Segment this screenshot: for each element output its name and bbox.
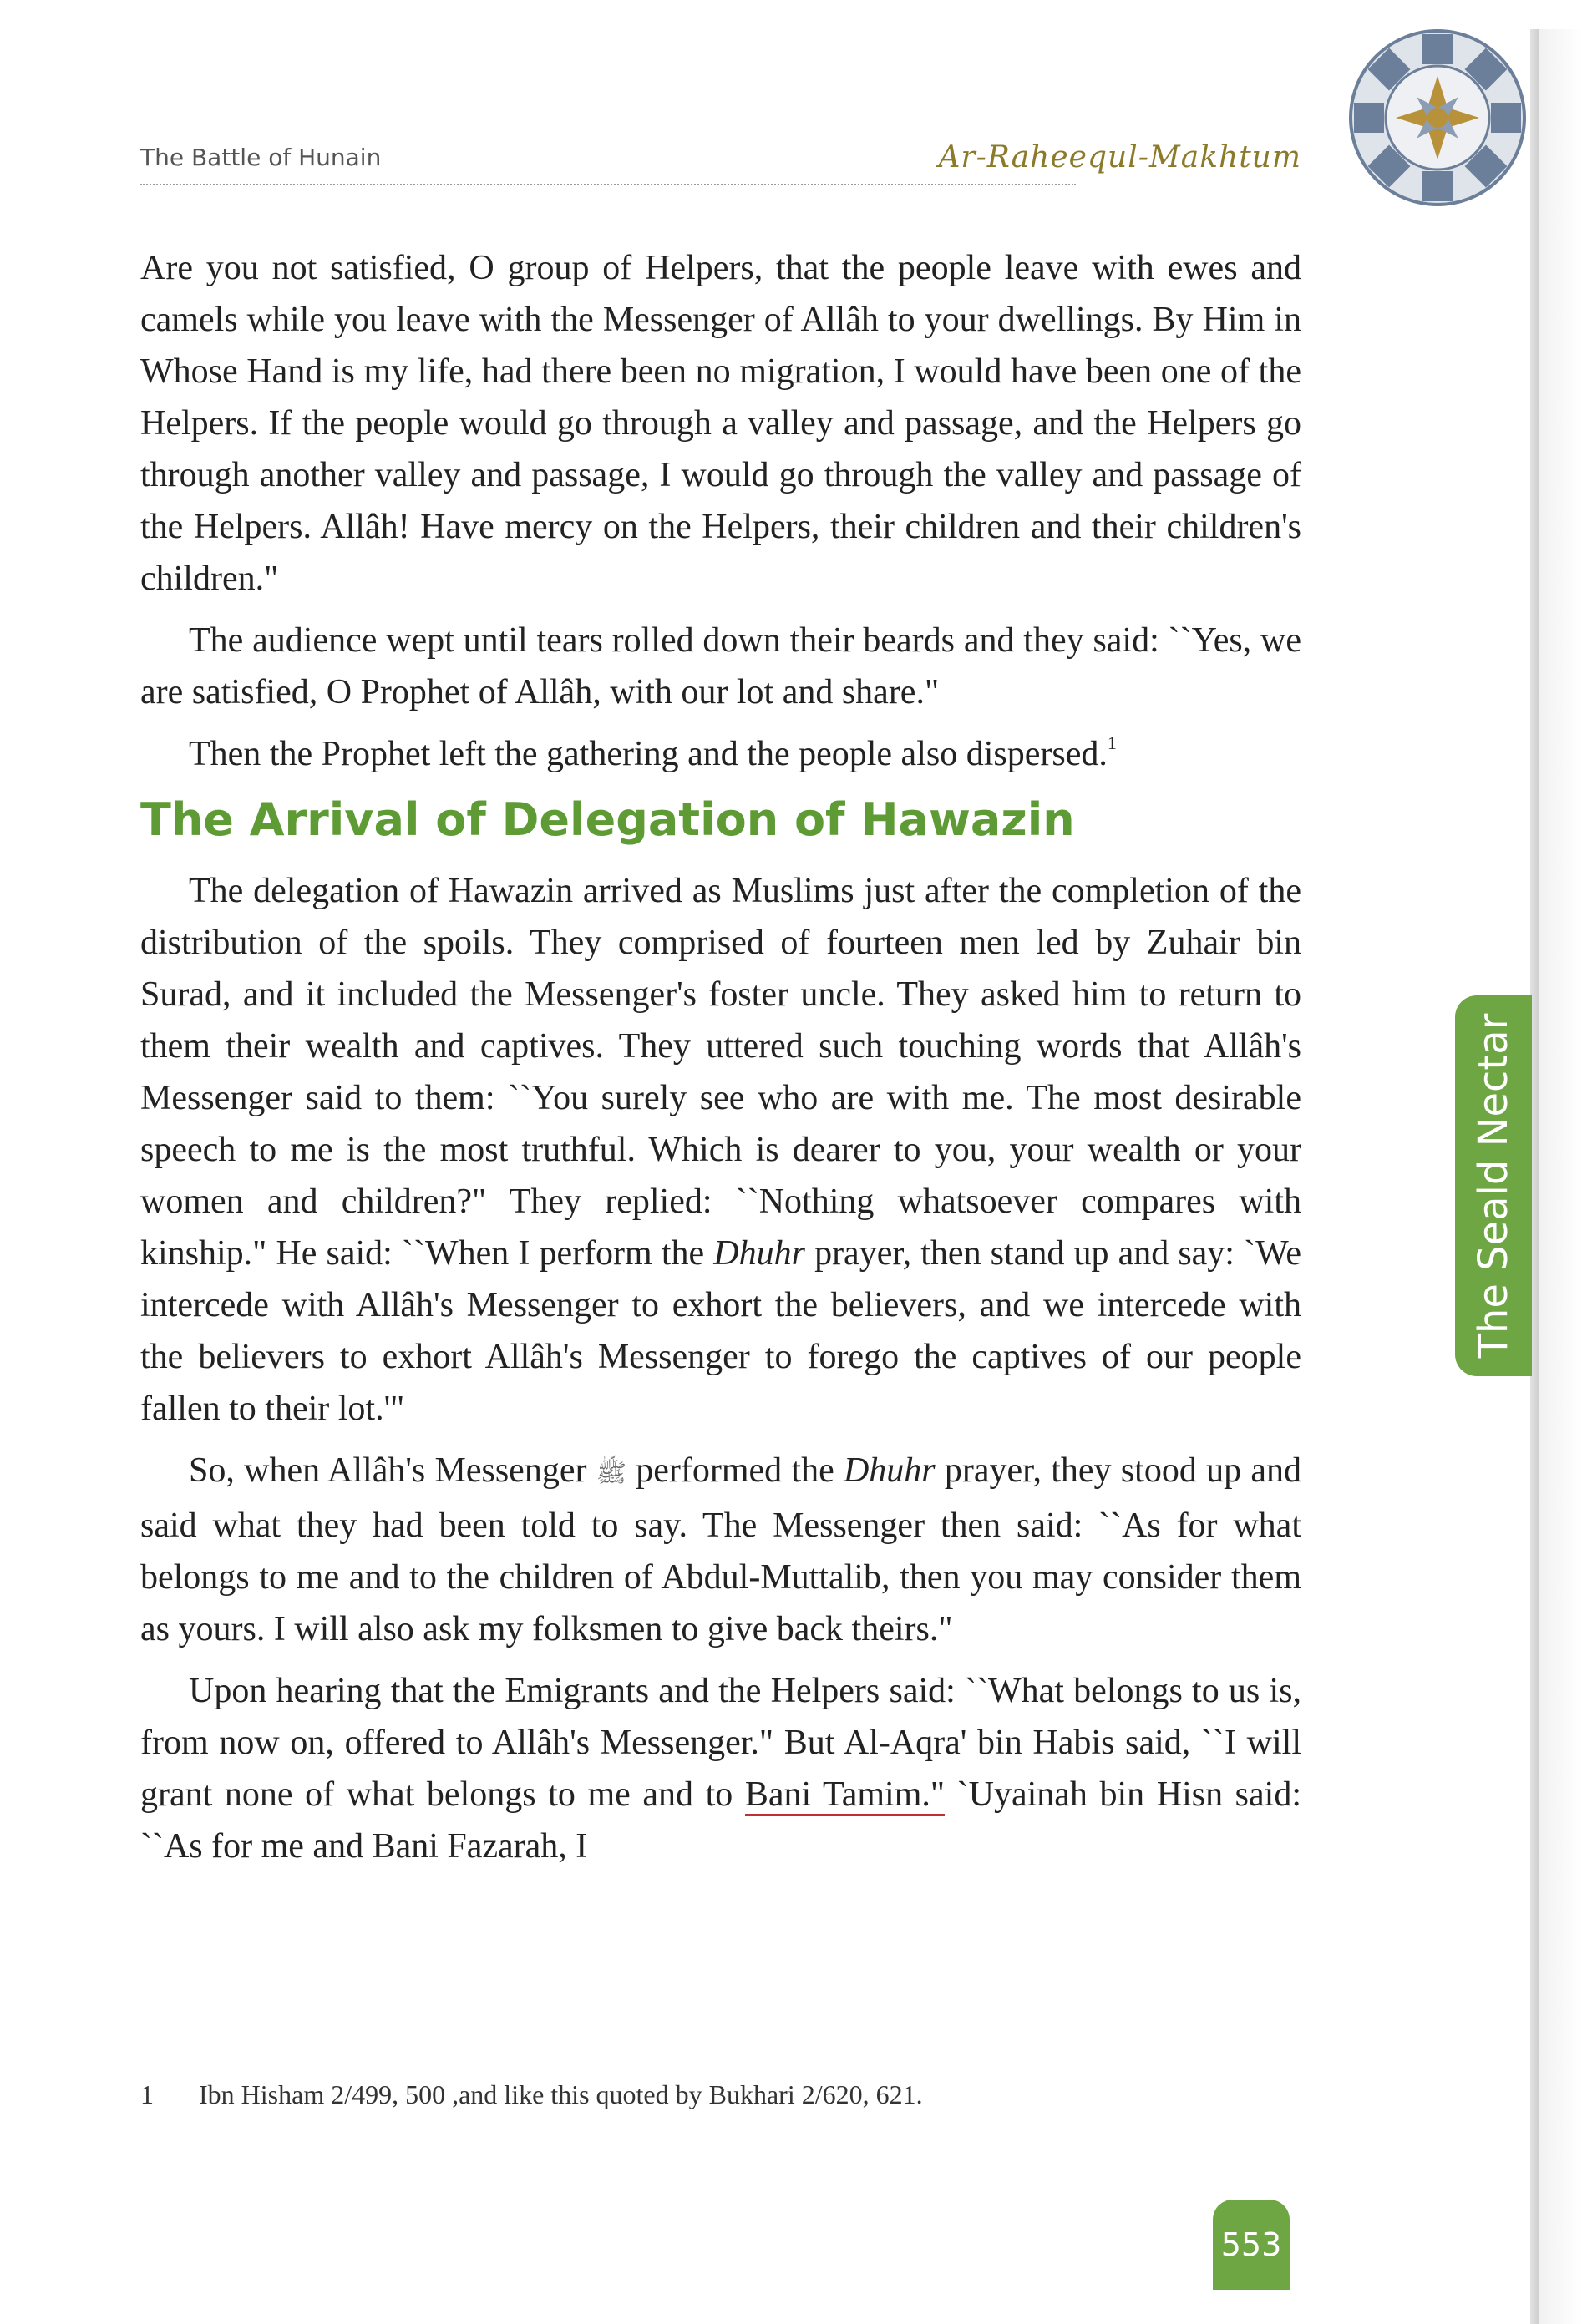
- paragraph: Are you not satisfied, O group of Helpers, that the people leave with ewes and camels while you leave with the Messenger of Allâh to your dwellings. By Him in Whose Hand is my life, had there been no migration, I would have been one of the Helpers. If the people would go through a valley and passage, and the Helpers go through another valley and passage, I would go through the valley and passage of the Helpers. Allâh! Have mercy on the Helpers, their children and their children's children.": [140, 249, 1301, 598]
- paragraph-text: prayer, then stand up and say: `We intercede with Allâh's Messenger to exhort the believers, and we intercede with the believers to exhort Allâh's Messenger to forego the captives of our people fallen to their lot.'": [140, 1234, 1302, 1428]
- paragraph: [140, 1445, 1301, 1655]
- running-header: [140, 140, 1301, 190]
- paragraph-text: Upon hearing that the Emigrants and the Helpers said: ``What belongs to us is, from now on, offered to Allâh's Messenger." But Al-Aqra' bin Habis said, ``I will grant none of what belongs to me and to: [140, 1672, 1301, 1814]
- paragraph-text: prayer, they stood up and said what they had been told to say. The Messenger then said: ``As for what belongs to me and to the children of Abdul-Muttalib, then you may consider them as yours. I will also ask my folksmen to give back theirs.": [140, 1451, 1301, 1648]
- section-heading: The Arrival of Delegation of Hawazin: [140, 793, 1075, 846]
- header-dotted-rule: [140, 184, 1076, 185]
- side-tab-label: The Seald Nectar: [1470, 1013, 1517, 1359]
- italic-term: Dhuhr: [843, 1451, 936, 1490]
- footnote-text: Ibn Hisham 2/499, 500 ,and like this quoted by Bukhari 2/620, 621.: [199, 2079, 923, 2109]
- blessing-glyph: ﷺ: [596, 1460, 626, 1487]
- italic-term: Dhuhr: [713, 1234, 805, 1273]
- paragraph: [140, 1665, 1301, 1872]
- paragraph: [140, 728, 1301, 780]
- page-edge: [1539, 29, 1582, 2324]
- paragraph: The audience wept until tears rolled down their beards and they said: ``Yes, we are satisfied, O Prophet of Allâh, with our lot and share.": [140, 621, 1301, 711]
- footnote-number: 1: [140, 2079, 154, 2109]
- footnote: [140, 2079, 1301, 2110]
- paragraph-text: Then the Prophet left the gathering and the people also dispersed.: [189, 735, 1108, 773]
- side-tab: [1455, 995, 1532, 1376]
- paragraph-text: performed the: [626, 1451, 844, 1490]
- underlined-text: Bani Tamim.": [745, 1775, 945, 1816]
- ornament-rosette-icon: [1345, 25, 1530, 210]
- paragraph-text: So, when Allâh's Messenger: [189, 1451, 596, 1490]
- paragraph: [140, 865, 1301, 1435]
- paragraph-text: `Uyainah bin Hisn said: ``As for me and Bani Fazarah, I: [140, 1775, 1302, 1866]
- book-title: Ar-Raheequl-Makhtum: [938, 140, 1301, 175]
- main-text: [140, 242, 1301, 1882]
- chapter-title: The Battle of Hunain: [140, 144, 382, 171]
- footnote-marker: 1: [1107, 732, 1117, 753]
- paragraph-text: The delegation of Hawazin arrived as Muslims just after the completion of the distribution of the spoils. They comprised of fourteen men led by Zuhair bin Surad, and it included the Messenger's foster uncle. They asked him to return to them their wealth and captives. They uttered such touching words that Allâh's Messenger said to them: ``You surely see who are with me. The most desirable speech to me is the most truthful. Which is dearer to you, your wealth or your women and children?" They replied: ``Nothing whatsoever compares with kinship." He said: ``When I perform the: [140, 872, 1301, 1273]
- page-number: 553: [1213, 2200, 1290, 2290]
